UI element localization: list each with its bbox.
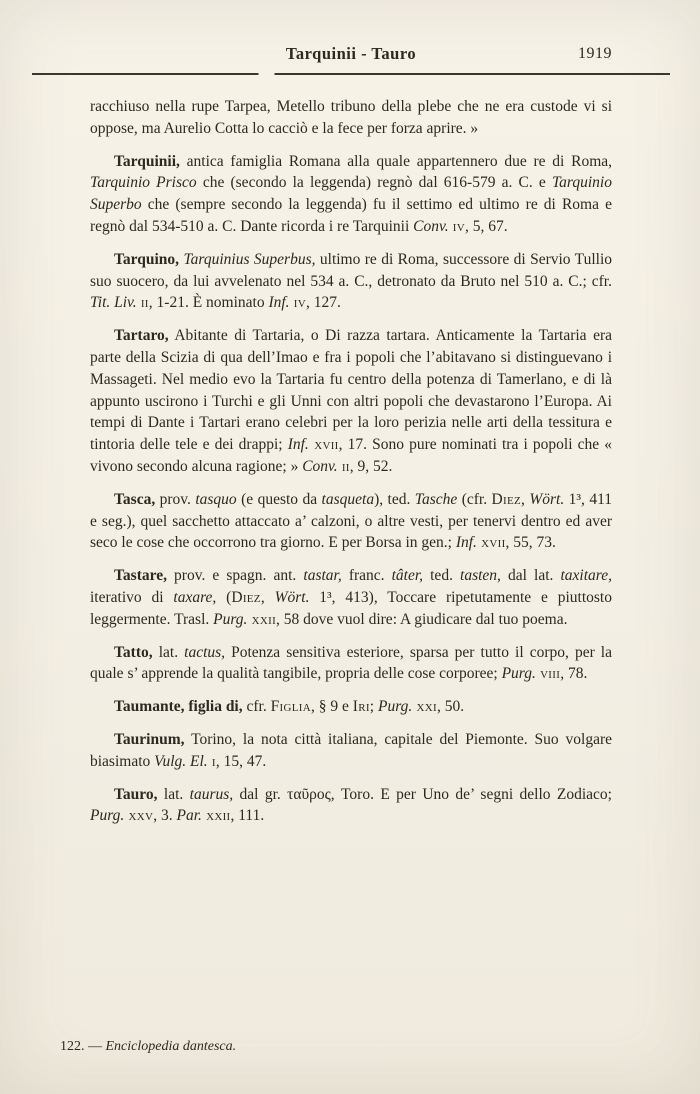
text-run: Tatto,	[114, 643, 153, 661]
text-run: viii	[535, 665, 561, 683]
text-run: Diez	[491, 490, 522, 508]
running-header	[90, 44, 612, 66]
text-run: xxii	[201, 807, 231, 825]
text-run: Purg.	[377, 698, 413, 716]
text-run: Purg.	[90, 807, 125, 825]
header-rule	[32, 73, 670, 75]
text-run: lat.	[157, 785, 190, 803]
text-run: Conv.	[302, 457, 338, 475]
text-run: Taurinum,	[114, 730, 185, 748]
text-run: ;	[369, 698, 378, 716]
text-run: che (secondo la leggenda) regnò dal 616-579 a. C. e	[196, 174, 552, 192]
text-run: , 58 dove vuol dire: A giudicare dal tuo poema.	[276, 610, 568, 628]
text-run: xvii	[476, 534, 506, 552]
entry-tartaro	[90, 325, 612, 478]
text-run: (e questo da	[236, 490, 322, 508]
text-run: tâter,	[391, 567, 424, 585]
text-run: Enciclopedia dantesca.	[105, 1039, 237, 1054]
text-run: Tasca,	[114, 490, 156, 508]
text-run: xxv	[124, 807, 154, 825]
text-run: Iri	[352, 698, 370, 716]
text-run: , 5, 67.	[465, 217, 508, 235]
text-run: dal gr. ταῦρος, Toro. E per Uno de’ segni dello Zodiaco;	[233, 785, 612, 803]
text-run: Wört.	[529, 490, 565, 508]
text-run: , 78.	[560, 665, 588, 683]
text-run: , 15, 47.	[215, 752, 267, 770]
text-run: , 111.	[230, 807, 265, 825]
text-run: Purg.	[213, 610, 248, 628]
text-run: ted.	[423, 567, 461, 585]
text-run: ,	[260, 588, 275, 606]
text-run: iv	[448, 217, 466, 235]
text-run: , 17. Sono pure nominati tra i popoli che « vivono secondo alcuna ragione; »	[90, 436, 613, 475]
page-number: 1919	[578, 45, 612, 62]
text-run: tasten,	[460, 567, 501, 585]
text-run: tastar,	[303, 567, 342, 585]
text-run: Vulg. El.	[154, 752, 208, 770]
text-run: , 3.	[153, 807, 177, 825]
text-run: Wört.	[274, 588, 310, 606]
text-run: , 1-21. È nominato	[148, 294, 269, 312]
paragraph-continuation	[90, 96, 612, 140]
text-run: Tasche	[414, 490, 458, 508]
text-run: tactus,	[184, 643, 226, 661]
text-run: Tarquinio Prisco	[90, 174, 197, 192]
text-run: (cfr.	[457, 490, 492, 508]
text-run: Tarquinio Superbo	[90, 174, 612, 214]
text-run: Tastare,	[114, 567, 167, 585]
text-run: Tartaro,	[114, 327, 169, 345]
text-run: prov. e spagn. ant.	[166, 567, 304, 585]
text-run: taxare,	[173, 588, 217, 606]
text-block	[90, 96, 612, 827]
header-title: Tarquinii - Tauro	[285, 44, 417, 63]
text-run: ), ted.	[374, 490, 415, 508]
text-run: ii	[136, 294, 149, 312]
text-run: , 55, 73.	[505, 534, 556, 552]
text-run: 122. —	[60, 1039, 106, 1054]
text-run: Tarquino,	[114, 250, 180, 268]
text-run: xxii	[247, 610, 277, 628]
text-run: ultimo re di Roma, successore di Servio Tullio suo suocero, da lui avvelenato nel 534 a. C., detronato da Bruto nel 510 a. C.; cfr.	[90, 250, 612, 290]
text-run: , 50.	[436, 698, 465, 716]
entry-taumante	[90, 696, 612, 718]
text-run: Conv.	[413, 217, 449, 235]
footer-signature	[60, 1038, 236, 1056]
text-run: Par.	[176, 807, 202, 825]
text-run: tasqueta	[321, 490, 375, 508]
text-run: , 127.	[305, 294, 341, 312]
text-run: Abitante di Tartaria, o Di razza tartara. Anticamente la Tartaria era parte della Scizia di qua dell’Imao e fra i popoli che l’abitavano si distinguevano i Massageti. Nel medio evo la Tartaria fu centro della potenza di Tamerlano, e di là appunto uscirono i Turchi e gli Unni con altri popoli che devastarono l’Europa. Ai tempi di Dante i Tartari erano celebri per la loro perizia nelle arti della tessitura e tintoria delle tele e dei drappi;	[90, 327, 612, 454]
text-run: racchiuso nella rupe Tarpea, Metello tribuno della plebe che ne era custode vi si oppose, ma Aurelio Cotta lo cacciò e la fece per forza aprire. »	[90, 98, 612, 137]
text-run: 1³, 413), Toccare ripetutamente e piuttosto leggermente. Trasl.	[90, 588, 612, 628]
entry-tatto	[90, 642, 612, 686]
text-run: Figlia	[270, 698, 311, 716]
text-run: xxi	[412, 698, 437, 716]
text-run: che (sempre secondo la leggenda) fu il settimo ed ultimo re di Roma e regnò dal 534-510 a. C. Dante ricorda i re Tarquinii	[90, 196, 612, 235]
text-run: taxitare,	[560, 567, 612, 585]
text-run: ii	[337, 457, 350, 475]
text-run: cfr.	[242, 698, 271, 716]
text-run: Tauro,	[114, 785, 158, 803]
text-run: Potenza sensitiva esteriore, sparsa per tutto il corpo, per la quale s’ apprende la qualità tangibile, propria delle cose corporee;	[90, 643, 612, 683]
text-run: Taumante, figlia di,	[114, 698, 243, 716]
entry-tauro	[90, 784, 612, 828]
text-run: taurus,	[189, 785, 234, 803]
text-run: iv	[289, 294, 306, 312]
text-run: Tit. Liv.	[90, 294, 137, 312]
text-run: ,	[521, 490, 530, 508]
entry-tarquinii	[90, 151, 612, 238]
text-run: prov.	[155, 490, 196, 508]
text-run: antica famiglia Romana alla quale appartennero due re di Roma,	[179, 152, 612, 170]
text-run: iterativo di	[90, 588, 174, 606]
entry-tastare	[90, 565, 612, 630]
text-run: Tarquinii,	[114, 152, 180, 170]
text-run: i	[207, 752, 216, 770]
text-run: lat.	[152, 643, 185, 661]
text-run: dal lat.	[500, 567, 561, 585]
text-run: franc.	[341, 567, 392, 585]
entry-tasca	[90, 489, 612, 554]
text-run: 1³, 411 e seg.), quel sacchetto attaccato a’ calzoni, o altre vesti, per tenervi dentro ed aver seco le cose che occorrono tra giorno. E per Borsa in gen.;	[90, 490, 613, 552]
entry-taurinum	[90, 729, 612, 773]
text-run: Inf.	[268, 294, 290, 312]
text-run: , 9, 52.	[349, 457, 393, 475]
text-run: Diez	[231, 588, 261, 606]
text-run: xvii	[308, 436, 339, 454]
text-run: Tarquinius Superbus,	[179, 250, 316, 268]
text-run: , § 9 e	[310, 698, 353, 716]
text-run: tasquo	[195, 490, 237, 508]
text-run: Purg.	[501, 665, 536, 683]
text-run: Torino, la nota città italiana, capitale del Piemonte. Suo volgare biasimato	[90, 730, 612, 770]
text-run: Inf.	[455, 534, 477, 552]
text-run: (	[216, 588, 232, 606]
text-run: Inf.	[287, 436, 309, 454]
entry-tarquino	[90, 249, 612, 314]
